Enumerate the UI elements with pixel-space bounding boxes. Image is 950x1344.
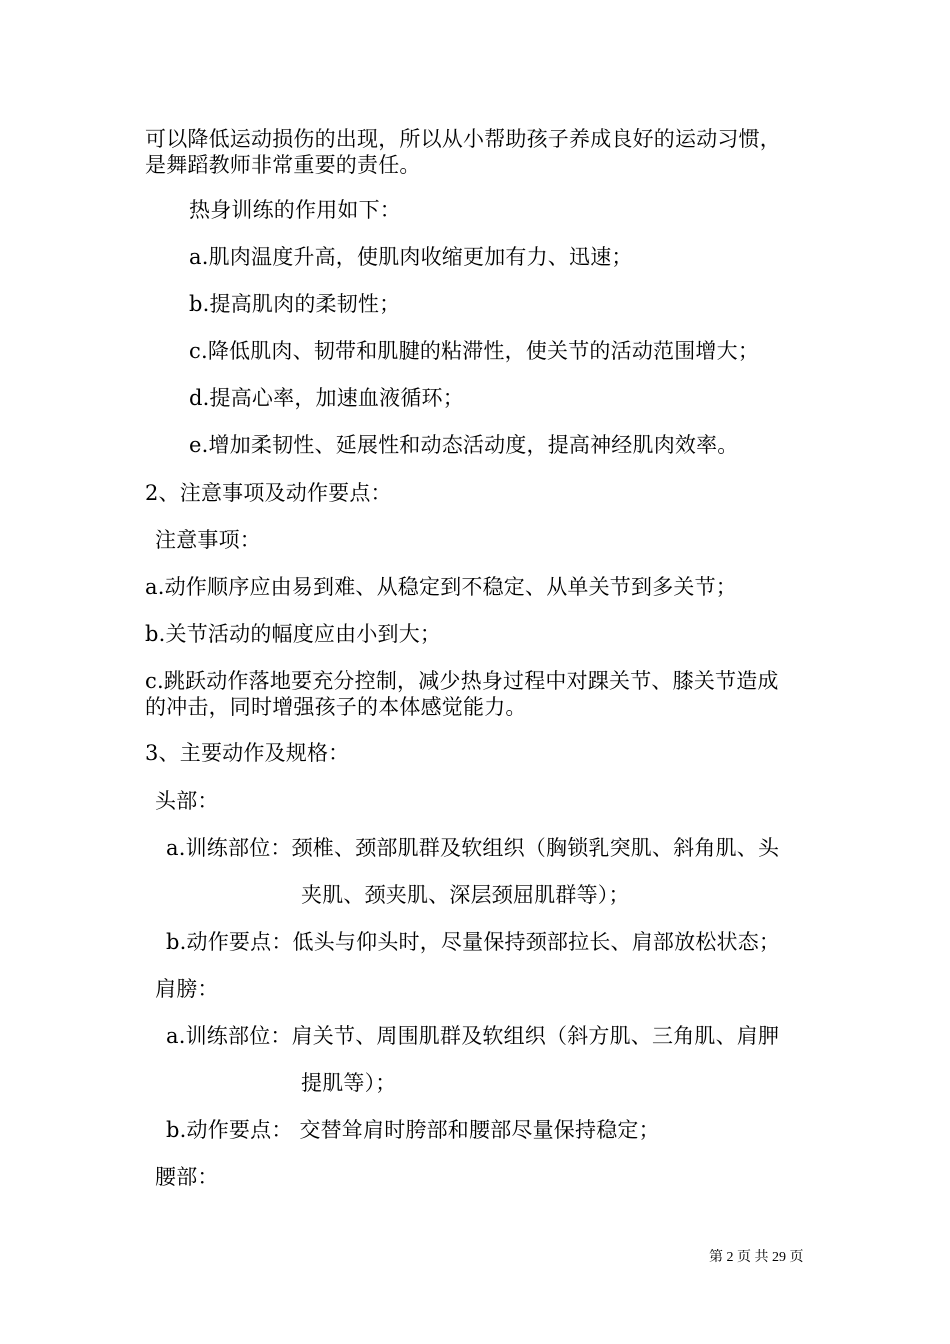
list-item-continuation: 提肌等）；	[301, 1071, 397, 1095]
list-item: b.关节活动的幅度应由小到大；	[145, 622, 442, 646]
list-item-continuation: 夹肌、颈夹肌、深层颈屈肌群等）；	[301, 883, 630, 907]
list-item-continuation: 的冲击，同时增强孩子的本体感觉能力。	[145, 695, 527, 719]
subheading: 肩膀：	[155, 977, 219, 1001]
list-item: e.增加柔韧性、延展性和动态活动度，提高神经肌肉效率。	[189, 433, 739, 457]
list-item: b.动作要点： 交替耸肩时胯部和腰部尽量保持稳定；	[166, 1118, 660, 1142]
list-item: c.降低肌肉、韧带和肌腱的粘滞性，使关节的活动范围增大；	[189, 339, 760, 363]
paragraph-line: 可以降低运动损伤的出现，所以从小帮助孩子养成良好的运动习惯，	[145, 127, 781, 151]
list-item: a.肌肉温度升高，使肌肉收缩更加有力、迅速；	[189, 245, 633, 269]
list-item: a.动作顺序应由易到难、从稳定到不稳定、从单关节到多关节；	[145, 575, 737, 599]
subheading: 注意事项：	[155, 528, 261, 552]
section-heading: 2、注意事项及动作要点：	[145, 481, 392, 505]
list-item: a.训练部位：颈椎、颈部肌群及软组织（胸锁乳突肌、斜角肌、头	[166, 836, 780, 860]
list-item: c.跳跃动作落地要充分控制，减少热身过程中对踝关节、膝关节造成	[145, 669, 779, 693]
list-item: a.训练部位：肩关节、周围肌群及软组织（斜方肌、三角肌、肩胛	[166, 1024, 780, 1048]
paragraph-line: 是舞蹈教师非常重要的责任。	[145, 153, 421, 177]
subheading: 腰部：	[155, 1165, 219, 1189]
subheading: 头部：	[155, 789, 219, 813]
list-item: d.提高心率，加速血液循环；	[189, 386, 464, 410]
page-number-footer: 第 2 页 共 29 页	[709, 1250, 804, 1265]
list-item: b.动作要点：低头与仰头时，尽量保持颈部拉长、肩部放松状态；	[166, 930, 781, 954]
list-item: b.提高肌肉的柔韧性；	[189, 292, 401, 316]
section-intro: 热身训练的作用如下：	[189, 198, 401, 222]
section-heading: 3、主要动作及规格：	[145, 741, 350, 765]
